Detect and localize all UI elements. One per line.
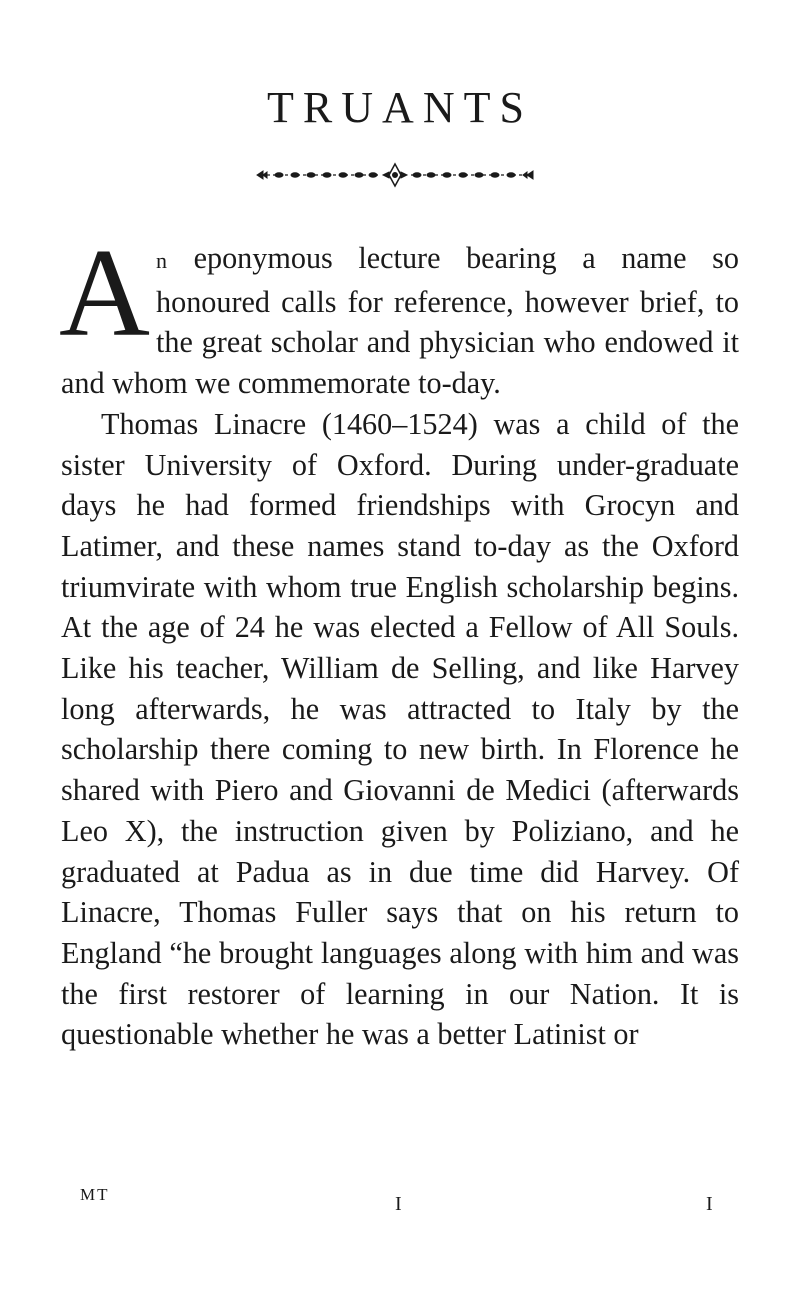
drop-cap: A [59, 224, 150, 363]
paragraph-1-text: eponymous lecture bearing a name so honoured calls for reference, however brief, to the great scholar and physician who endowed it and whom we commemorate to-day. [61, 241, 739, 401]
first-word-rest: n [156, 248, 168, 273]
signature-mark: MT [80, 1185, 110, 1204]
body-text [59, 224, 739, 1055]
page-number: I [395, 1193, 402, 1215]
paragraph-1 [59, 224, 739, 404]
sheet-number: I [706, 1193, 713, 1215]
ornamental-rule [255, 160, 535, 190]
page-title: TRUANTS [267, 83, 533, 132]
paragraph-2: Thomas Linacre (1460–1524) was a child of the sister University of Oxford. During under-graduate days he had formed friendships with Grocyn and Latimer, and these names stand to-day as the Oxford triumvirate with whom true English scholarship begins. At the age of 24 he was elected a Fellow of All Souls. Like his teacher, William de Selling, and like Harvey long afterwards, he was attracted to Italy by the scholarship there coming to new birth. In Florence he shared with Piero and Giovanni de Medici (afterwards Leo X), the instruction given by Poliziano, and he graduated at Padua as in due time did Harvey. Of Linacre, Thomas Fuller says that on his return to England “he brought languages along with him and was the first restorer of learning in our Nation. It is questionable whether he was a better Latinist or [61, 406, 739, 1052]
